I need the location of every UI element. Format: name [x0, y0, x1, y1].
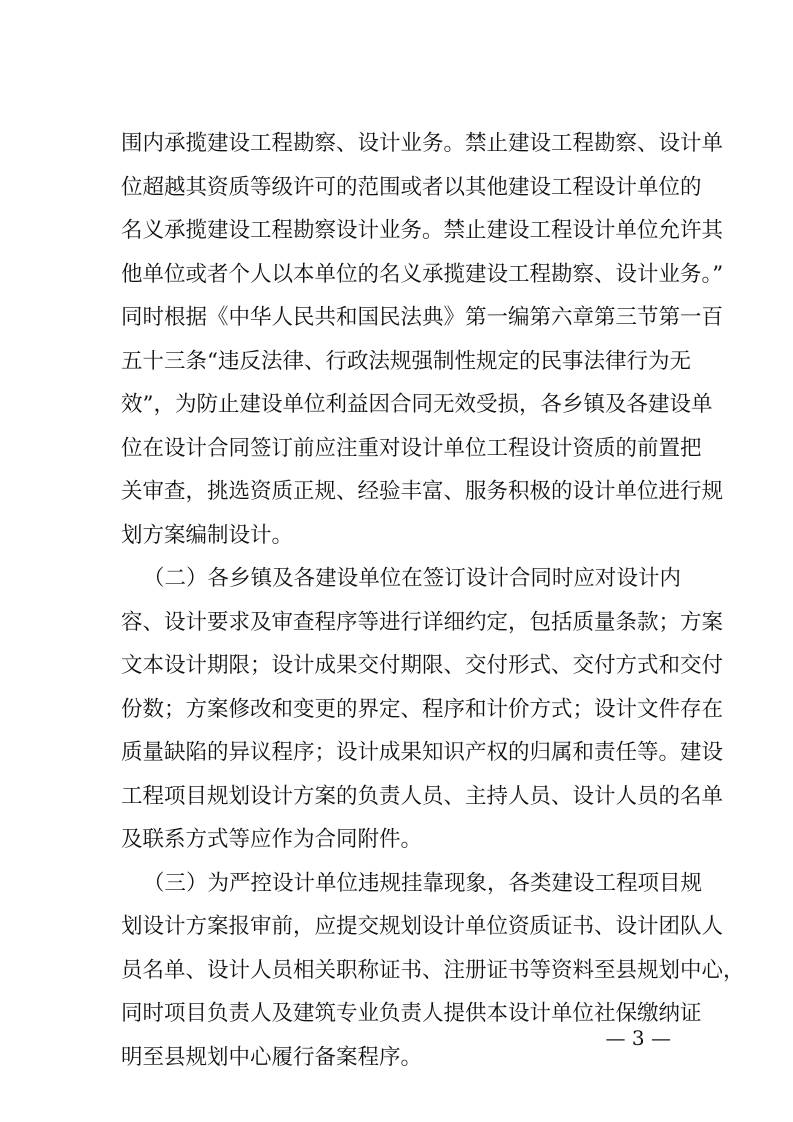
text-line: 关审查，挑选资质正规、经验丰富、服务积极的设计单位进行规 — [121, 479, 724, 504]
text-line: 工程项目规划设计方案的负责人员、主持人员、设计人员的名单 — [121, 784, 724, 809]
text-line: 五十三条“违反法律、行政法规强制性规定的民事法律行为无 — [121, 349, 691, 374]
text-line: 份数；方案修改和变更的界定、程序和计价方式；设计文件存在 — [121, 697, 724, 722]
text-line: 位在设计合同签订前应注重对设计单位工程设计资质的前置把 — [121, 436, 702, 461]
text-line: 文本设计期限；设计成果交付期限、交付形式、交付方式和交付 — [121, 653, 724, 678]
text-line: 划方案编制设计。 — [121, 523, 294, 548]
text-line: 员名单、设计人员相关职称证书、注册证书等资料至县规划中心， — [121, 958, 745, 983]
page-number: — 3 — — [605, 1026, 671, 1050]
text-line: 同时根据《中华人民共和国民法典》第一编第六章第三节第一百 — [121, 305, 724, 330]
text-line: 明至县规划中心履行备案程序。 — [121, 1045, 423, 1070]
text-line: 容、设计要求及审查程序等进行详细约定，包括质量条款；方案 — [121, 610, 724, 635]
text-line: 效”，为防止建设单位利益因合同无效受损，各乡镇及各建设单 — [121, 392, 713, 417]
text-line: 及联系方式等应作为合同附件。 — [121, 827, 423, 852]
paragraph-heading-3: （三）为严控设计单位违规挂靠现象，各类建设工程项目规 — [143, 871, 703, 896]
paragraph-heading-2: （二）各乡镇及各建设单位在签订设计合同时应对设计内 — [143, 566, 681, 591]
text-line: 位超越其资质等级许可的范围或者以其他建设工程设计单位的 — [121, 175, 702, 200]
text-line: 质量缺陷的异议程序；设计成果知识产权的归属和责任等。建设 — [121, 740, 724, 765]
text-line: 名义承揽建设工程勘察设计业务。禁止建设工程设计单位允许其 — [121, 218, 724, 243]
text-line: 划设计方案报审前，应提交规划设计单位资质证书、设计团队人 — [121, 914, 724, 939]
text-line: 同时项目负责人及建筑专业负责人提供本设计单位社保缴纳证 — [121, 1001, 702, 1026]
text-line: 围内承揽建设工程勘察、设计业务。禁止建设工程勘察、设计单 — [121, 131, 724, 156]
text-line: 他单位或者个人以本单位的名义承揽建设工程勘察、设计业务。” — [121, 262, 724, 287]
